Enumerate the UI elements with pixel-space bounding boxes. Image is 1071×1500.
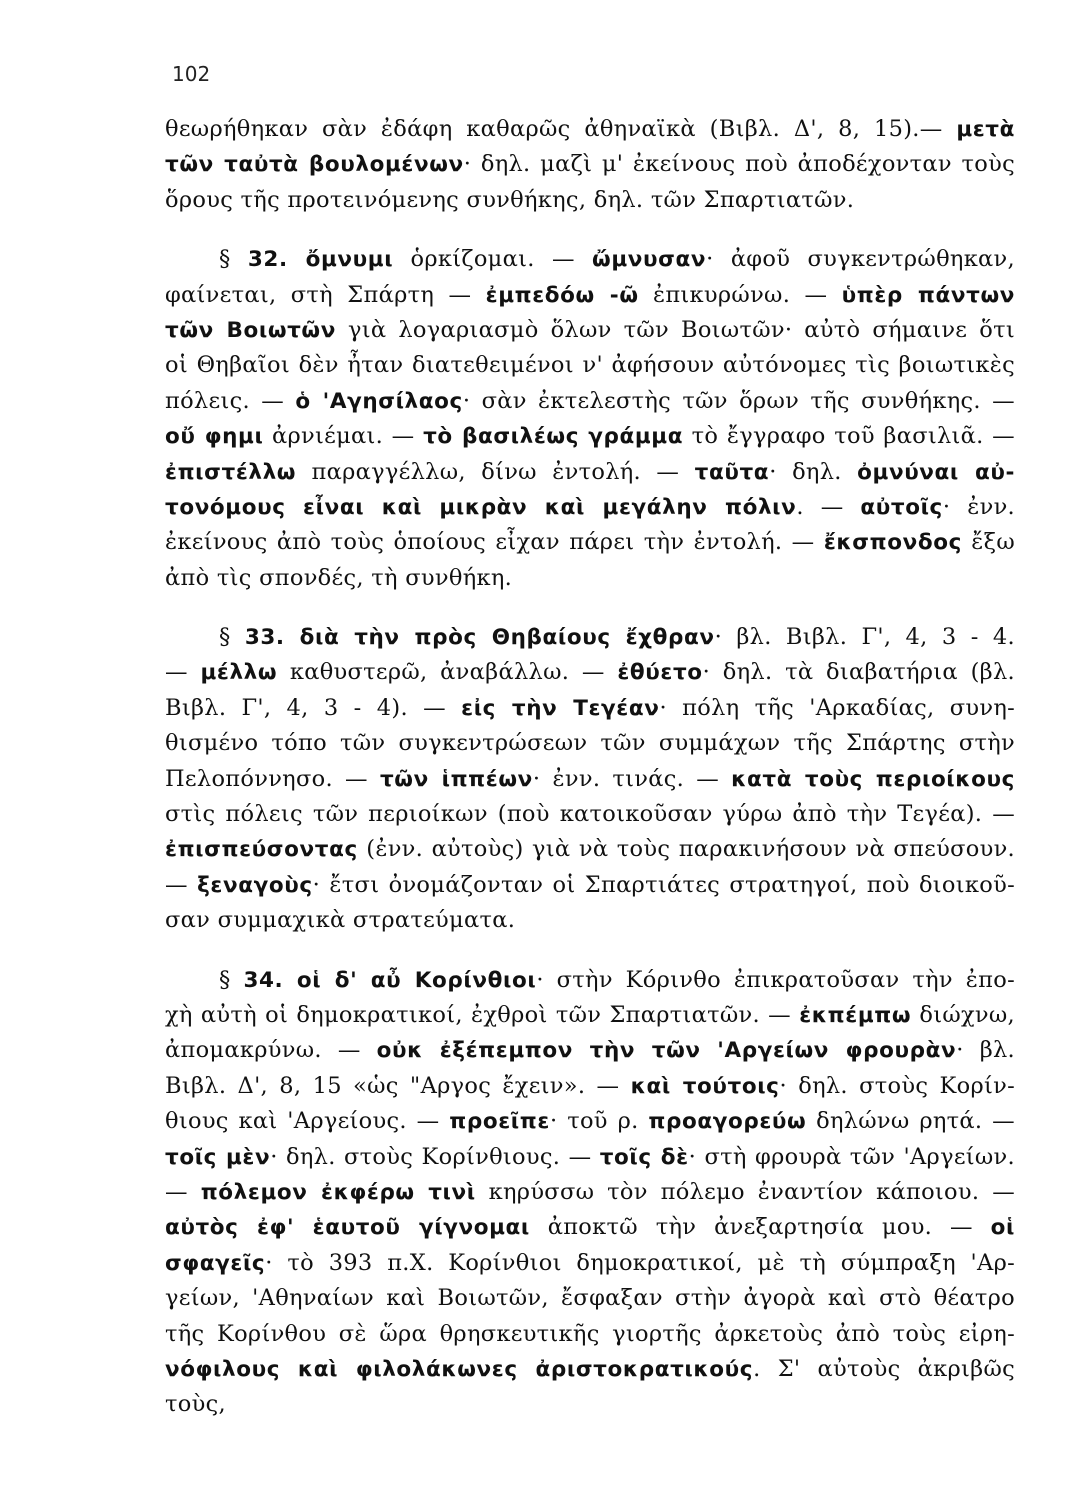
line-text: ὁρκίζομαι. — [393, 246, 593, 273]
text-line [165, 797, 1015, 832]
text-line [165, 525, 1015, 560]
line-text: — [165, 1178, 201, 1205]
bold-term: 32. ὄμνυμι [247, 247, 394, 273]
line-text: θιους καὶ 'Αργείους. — [165, 1108, 450, 1135]
bold-term: οὐκ ἐξέπεμπον τὴν τῶν 'Αργείων φρουρὰν [376, 1038, 957, 1064]
line-text: · ἐνν. [942, 493, 1016, 520]
text-line [165, 348, 1015, 383]
line-text: · ἐνν. τινάς. — [532, 765, 732, 792]
text-line [165, 832, 1015, 867]
text-line [165, 313, 1015, 348]
line-text: · στὴν Κόρινθο ἐπικρατοῦσαν τὴν ἐπο- [536, 966, 1015, 993]
text-line [165, 112, 1015, 147]
line-text: · τοῦ ρ. [549, 1108, 649, 1135]
line-text: διώχνω, [911, 1001, 1015, 1028]
bold-term: τοῖς μὲν [165, 1144, 271, 1170]
line-text: · βλ. Βιβλ. Γ', 4, 3 - 4. [714, 624, 1015, 651]
line-text: — [165, 871, 198, 898]
line-text: Βιβλ. Δ', 8, 15 «ὡς "Αργος ἔχειν». — [165, 1072, 631, 1099]
line-text: θισμένο τόπο τῶν συγκεντρώσεων τῶν συμμάχων τῆς Σπάρτης στὴν [165, 730, 1015, 757]
line-text: · τὸ 393 π.Χ. Κορίνθιοι δημοκρατικοί, μὲ τὴ σύμπραξη 'Αρ- [265, 1249, 1015, 1276]
line-text: καθυστερῶ, ἀναβάλλω. — [277, 659, 618, 686]
line-text: · σὰν ἐκτελεστὴς τῶν ὅρων τῆς συνθήκης. — [462, 387, 1015, 414]
text-line [165, 998, 1015, 1033]
line-text: · βλ. [956, 1037, 1016, 1064]
line-text: γιὰ λογαριασμὸ ὅλων τῶν Βοιωτῶν· αὐτὸ σήμαινε ὅτι [335, 316, 1015, 343]
line-text: φαίνεται, στὴ Σπάρτη — [165, 281, 486, 308]
line-text: ἀρνιέμαι. — [263, 423, 424, 450]
bold-term: πόλεμον ἐκφέρω τινὶ [200, 1179, 476, 1205]
text-line [165, 726, 1015, 761]
line-text: γείων, 'Αθηναίων καὶ Βοιωτῶν, ἔσφαξαν στὴν ἀγορὰ καὶ στὸ θέατρο [165, 1285, 1015, 1312]
line-text: δηλώνω ρητά. — [806, 1108, 1015, 1135]
text-line [165, 242, 1015, 277]
line-text: — [165, 659, 201, 686]
line-text: σαν συμμαχικὰ στρατεύματα. [165, 907, 516, 934]
bold-term: τονόμους εἶναι καὶ μικρὰν καὶ μεγάλην πόλιν [165, 494, 797, 520]
line-text: · ἔτσι ὀνομάζονταν οἱ Σπαρτιάτες στρατηγοί, ποὺ διοικοῦ- [312, 871, 1015, 898]
page-body [165, 112, 1016, 1418]
text-line [165, 1033, 1015, 1068]
bold-term: τοῖς δὲ [599, 1144, 689, 1170]
line-text: τὸ ἔγγραφο τοῦ βασιλιᾶ. — [683, 423, 1015, 450]
bold-term: οἱ [990, 1215, 1015, 1241]
line-text: θεωρήθηκαν σὰν ἐδάφη καθαρῶς ἀθηναϊκὰ (Βιβλ. Δ', 8, 15).— [165, 116, 957, 142]
bold-term: ἐπισπεύσοντας [165, 837, 358, 863]
bold-term: τῶν ταὐτὰ βουλομένων [165, 152, 464, 178]
text-line [165, 963, 1015, 998]
bold-term: προαγορεύω [648, 1109, 807, 1135]
bold-term: ὁ 'Αγησίλαος [295, 388, 463, 414]
text-line [165, 691, 1015, 726]
line-text: § [219, 966, 244, 993]
text-line [165, 455, 1015, 490]
line-text: · δηλ. στοὺς Κορίνθιους. — [270, 1143, 600, 1170]
text-line [165, 655, 1015, 690]
line-text: ἀπομακρύνω. — [165, 1037, 377, 1064]
line-text: ἔξω [961, 529, 1015, 556]
bold-term: μέλλω [200, 660, 278, 686]
line-text: · δηλ. μαζὶ μ' ἐκείνους ποὺ ἀποδέχονταν τοὺς [463, 151, 1015, 178]
bold-term: ἐθύετο [617, 660, 703, 686]
bold-term: αὐτοῖς [860, 494, 943, 520]
bold-term: καὶ τούτοις [630, 1073, 780, 1099]
text-line [165, 419, 1015, 454]
bold-term: μετὰ [956, 117, 1015, 142]
line-text: ἀποκτῶ τὴν ἀνεξαρτησία μου. — [529, 1214, 991, 1241]
bold-term: νόφιλους καὶ φιλολάκωνες ἀριστοκρατικούς [165, 1356, 754, 1382]
bold-term: ὑπὲρ πάντων [841, 282, 1015, 308]
bold-term: τὸ βασιλέως γράμμα [423, 424, 684, 450]
bold-term: εἰς τὴν Τεγέαν [461, 695, 660, 721]
line-text: . — [796, 493, 861, 520]
text-line [165, 1246, 1015, 1281]
line-text: πόλεις. — [165, 387, 296, 414]
line-text: παραγγέλλω, δίνω ἐντολή. — [296, 458, 695, 485]
line-text: ὅρους τῆς προτεινόμενης συνθήκης, δηλ. τῶν Σπαρτιατῶν. [165, 186, 855, 213]
line-text: τῆς Κορίνθου σὲ ὥρα θρησκευτικῆς γιορτῆς ἀρκετοὺς ἀπὸ τοὺς εἰρη- [165, 1320, 1015, 1347]
bold-term: ὤμνυσαν [592, 247, 707, 273]
bold-term: 33. διὰ τὴν πρὸς Θηβαίους ἔχθραν [244, 625, 715, 651]
text-line [165, 620, 1015, 655]
text-line [165, 1069, 1015, 1104]
text-line [165, 1175, 1015, 1210]
text-line [165, 1352, 1016, 1418]
text-line [165, 183, 1015, 218]
line-text: § [219, 246, 248, 273]
bold-term: αὐτὸς ἐφ' ἑαυτοῦ γίγνομαι [165, 1215, 530, 1241]
line-text: · ἀφοῦ συγκεντρώθηκαν, [706, 246, 1015, 273]
bold-term: ταῦτα [694, 459, 770, 485]
line-text: · πόλη τῆς 'Αρκαδίας, συνη- [659, 694, 1016, 721]
line-text: χὴ αὐτὴ οἱ δημοκρατικοί, ἐχθροὶ τῶν Σπαρτιατῶν. — [165, 1001, 800, 1028]
line-text: · δηλ. [769, 458, 858, 485]
text-line [165, 903, 1015, 938]
bold-term: ἐπιστέλλω [165, 459, 297, 485]
bold-term: ἐκπέμπω [799, 1002, 912, 1028]
line-text: κηρύσσω τὸν πόλεμο ἐναντίον κάποιου. — [475, 1178, 1016, 1205]
text-line [165, 762, 1015, 797]
line-text: § [219, 624, 245, 651]
bold-term: τῶν ἱππέων [379, 766, 533, 792]
text-line [165, 1210, 1015, 1245]
line-text: · δηλ. τὰ διαβατήρια (βλ. [702, 659, 1015, 686]
line-text: . Σ' αὐτοὺς ἀκριβῶς τοὺς, [165, 1355, 1016, 1418]
line-text: Πελοπόννησο. — [165, 765, 380, 792]
text-line [165, 561, 1015, 596]
text-line [165, 868, 1015, 903]
text-line [165, 147, 1015, 182]
text-line [165, 490, 1015, 525]
bold-term: ξεναγοὺς [197, 872, 313, 898]
line-text: οἱ Θηβαῖοι δὲν ἦταν διατεθειμένοι ν' ἀφήσουν αὐτόνομες τὶς βοιωτικὲς [165, 352, 1015, 379]
page-number: 102 [172, 62, 211, 86]
bold-term: 34. οἱ δ' αὖ Κορίνθιοι [243, 967, 537, 993]
text-line [165, 1317, 1015, 1352]
bold-term: προεῖπε [449, 1109, 550, 1135]
line-text: Βιβλ. Γ', 4, 3 - 4). — [165, 694, 462, 721]
line-text: ἀπὸ τὶς σπονδές, τὴ συνθήκη. [165, 564, 513, 591]
bold-term: τῶν Βοιωτῶν [165, 317, 336, 343]
line-text: στὶς πόλεις τῶν περιοίκων (ποὺ κατοικοῦσαν γύρω ἀπὸ τὴν Τεγέα). — [165, 801, 1015, 828]
text-line [165, 384, 1015, 419]
line-text: · δηλ. στοὺς Κορίν- [779, 1072, 1015, 1099]
text-line [165, 1104, 1015, 1139]
bold-term: οὔ φημι [165, 424, 264, 450]
text-line [165, 1140, 1015, 1175]
bold-term: ὀμνύναι αὐ- [857, 459, 1015, 485]
bold-term: ἔκσπονδος [823, 530, 962, 556]
bold-term: σφαγεῖς [165, 1250, 266, 1276]
text-line [165, 1281, 1015, 1316]
line-text: ἐπικυρώνω. — [638, 281, 842, 308]
text-line [165, 278, 1015, 313]
line-text: ἐκείνους ἀπὸ τοὺς ὁποίους εἶχαν πάρει τὴν ἐντολή. — [165, 529, 824, 556]
bold-term: κατὰ τοὺς περιοίκους [731, 766, 1015, 792]
line-text: · στὴ φρουρὰ τῶν 'Αργείων. [688, 1143, 1015, 1170]
line-text: (ἐνν. αὐτοὺς) γιὰ νὰ τοὺς παρακινήσουν νὰ σπεύσουν. [357, 836, 1015, 863]
bold-term: ἐμπεδόω -ῶ [485, 282, 639, 308]
